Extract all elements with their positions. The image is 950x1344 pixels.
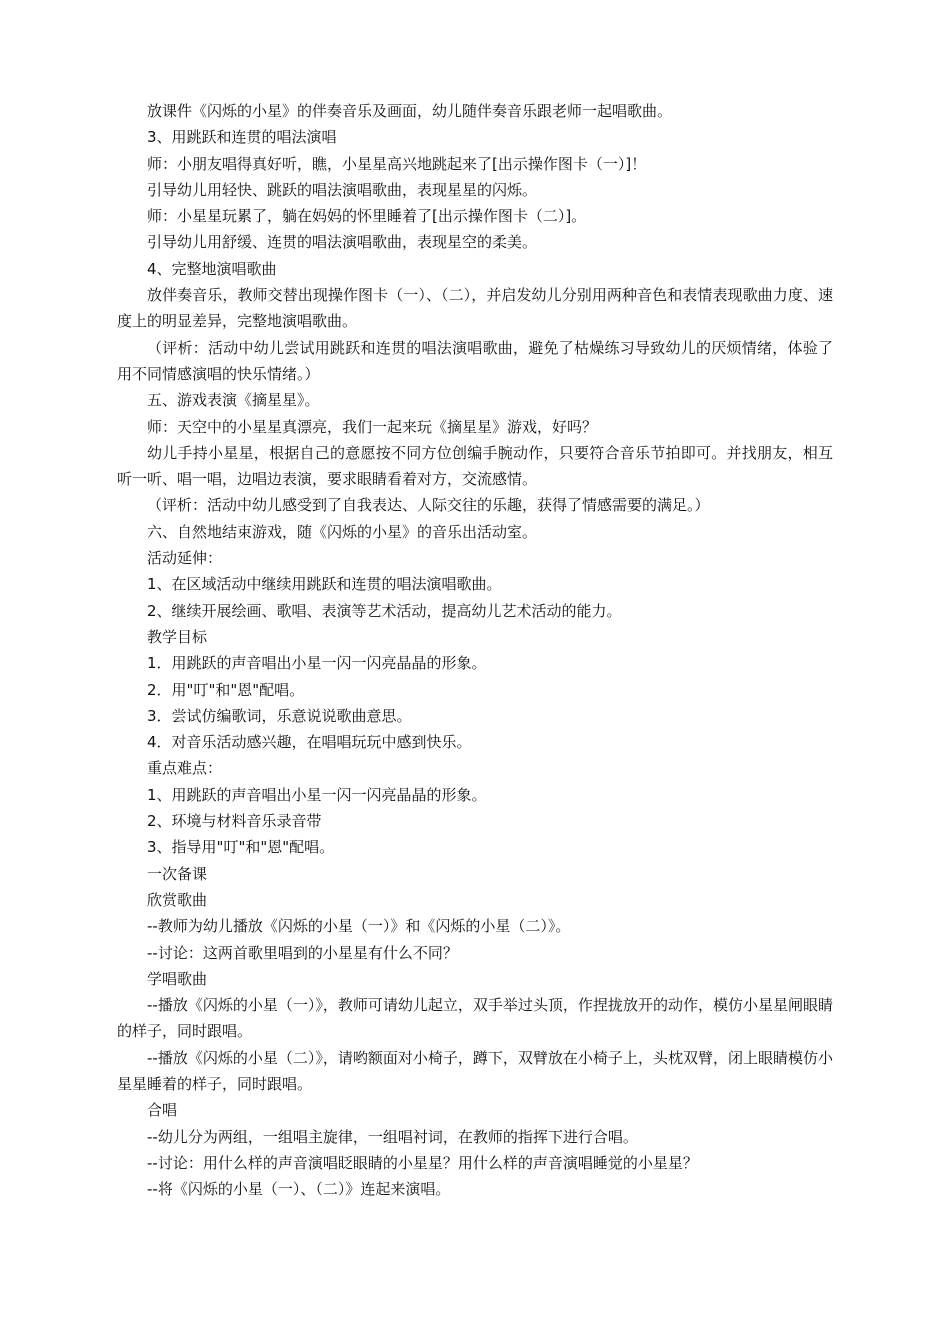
paragraph: 引导幼儿用轻快、跳跃的唱法演唱歌曲，表现星星的闪烁。	[147, 180, 538, 199]
paragraph: 2、继续开展绘画、歌唱、表演等艺术活动，提高幼儿艺术活动的能力。	[147, 601, 622, 620]
paragraph: （评析：活动中幼儿感受到了自我表达、人际交往的乐趣，获得了情感需要的满足。）	[147, 496, 710, 515]
paragraph: 2．用"叮"和"恩"配唱。	[147, 680, 305, 699]
paragraph: --将《闪烁的小星（一）、（二）》连起来演唱。	[147, 1180, 451, 1199]
paragraph: 放课件《闪烁的小星》的伴奏音乐及画面，幼儿随伴奏音乐跟老师一起唱歌曲。	[147, 102, 673, 120]
paragraph: 学唱歌曲	[147, 969, 208, 988]
paragraph: 六、自然地结束游戏，随《闪烁的小星》的音乐出活动室。	[147, 522, 538, 541]
paragraph: 3．尝试仿编歌词，乐意说说歌曲意思。	[147, 706, 412, 725]
paragraph: 师：小朋友唱得真好听，瞧，小星星高兴地跳起来了[出示操作图卡（一）]！	[147, 154, 647, 173]
document-body	[117, 98, 833, 1202]
paragraph: 放伴奏音乐，教师交替出现操作图卡（一）、（二），并启发幼儿分别用两种音色和表情表现歌曲力度、速度上的明显差异，完整地演唱歌曲。	[117, 286, 833, 331]
paragraph: 1．用跳跃的声音唱出小星一闪一闪亮晶晶的形象。	[147, 654, 487, 673]
paragraph: 4．对音乐活动感兴趣，在唱唱玩玩中感到快乐。	[147, 733, 472, 752]
paragraph: 3、用跳跃和连贯的唱法演唱	[147, 128, 337, 147]
paragraph: 教学目标	[147, 627, 208, 646]
paragraph: 一次备课	[147, 864, 208, 883]
paragraph: 幼儿手持小星星，根据自己的意愿按不同方位创编手腕动作，只要符合音乐节拍即可。并找朋友，相互听一听、唱一唱，边唱边表演，要求眼睛看着对方，交流感情。	[117, 443, 833, 489]
paragraph: --讨论：用什么样的声音演唱眨眼睛的小星星？用什么样的声音演唱睡觉的小星星？	[147, 1153, 698, 1172]
paragraph: --幼儿分为两组，一组唱主旋律，一组唱衬词，在教师的指挥下进行合唱。	[147, 1127, 638, 1146]
paragraph: 活动延伸：	[147, 549, 223, 568]
paragraph: --讨论：这两首歌里唱到的小星星有什么不同？	[147, 943, 458, 962]
paragraph: 欣赏歌曲	[147, 890, 208, 909]
paragraph: 1、在区域活动中继续用跳跃和连贯的唱法演唱歌曲。	[147, 575, 502, 594]
paragraph: --播放《闪烁的小星（一）》，教师可请幼儿起立，双手举过头顶，作捏拢放开的动作，模仿小星星闸眼睛的样子，同时跟唱。	[117, 996, 833, 1041]
paragraph: 4、完整地演唱歌曲	[147, 259, 277, 278]
paragraph: --播放《闪烁的小星（二）》，请哟额面对小椅子，蹲下，双臂放在小椅子上，头枕双臂，闭上眼睛模仿小星星睡着的样子，同时跟唱。	[117, 1048, 833, 1093]
paragraph: 师：小星星玩累了，躺在妈妈的怀里睡着了[出示操作图卡（二）]。	[147, 207, 587, 226]
paragraph: 1、用跳跃的声音唱出小星一闪一闪亮晶晶的形象。	[147, 785, 487, 804]
paragraph: --教师为幼儿播放《闪烁的小星（一）》和《闪烁的小星（二）》。	[147, 917, 571, 936]
paragraph: 3、指导用"叮"和"恩"配唱。	[147, 838, 335, 857]
paragraph: 引导幼儿用舒缓、连贯的唱法演唱歌曲，表现星空的柔美。	[147, 233, 538, 252]
paragraph: 重点难点：	[147, 759, 223, 778]
paragraph: 五、游戏表演《摘星星》。	[147, 391, 320, 410]
paragraph: （评析：活动中幼儿尝试用跳跃和连贯的唱法演唱歌曲，避免了枯燥练习导致幼儿的厌烦情绪，体验了用不同情感演唱的快乐情绪。）	[117, 338, 833, 383]
paragraph: 合唱	[147, 1101, 178, 1120]
paragraph: 师：天空中的小星星真漂亮，我们一起来玩《摘星星》游戏，好吗？	[147, 417, 598, 436]
paragraph: 2、环境与材料音乐录音带	[147, 812, 322, 831]
